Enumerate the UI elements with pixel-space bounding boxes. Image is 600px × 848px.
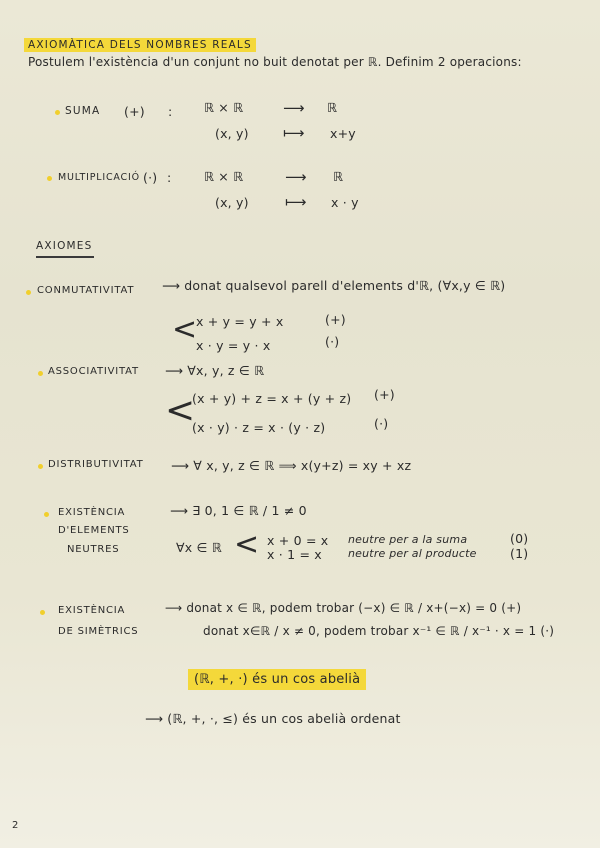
bullet-icon bbox=[38, 371, 43, 376]
operation-colon: : bbox=[168, 104, 173, 119]
conclusion-highlight: (ℝ, +, ·) és un cos abelià bbox=[188, 669, 366, 690]
maps-to-icon: ⟼ bbox=[285, 193, 307, 211]
neutral-desc-sum: neutre per a la suma bbox=[348, 533, 468, 546]
operation-name-multiplicacio: MULTIPLICACIÓ bbox=[58, 172, 140, 183]
symmetric-multiplicative: donat x∈ℝ / x ≠ 0, podem trobar x⁻¹ ∈ ℝ / x⁻¹ · x = 1 (·) bbox=[203, 624, 555, 638]
axiom-statement-distributivity: ⟶ ∀ x, y, z ∈ ℝ ⟹ x(y+z) = xy + xz bbox=[171, 458, 412, 473]
axiom-name-commutativity: CONMUTATIVITAT bbox=[37, 285, 135, 296]
operation-symbol-suma: (+) bbox=[124, 104, 145, 119]
axioms-heading: AXIOMES bbox=[36, 240, 93, 252]
axiom-name-associativity: ASSOCIATIVITAT bbox=[48, 366, 139, 377]
neutral-desc-product: neutre per al producte bbox=[348, 547, 477, 560]
bullet-icon bbox=[44, 512, 49, 517]
brace-icon: < bbox=[165, 390, 196, 431]
brace-icon: < bbox=[234, 527, 260, 562]
axiom-name-symmetric-line2: DE SIMÈTRICS bbox=[58, 626, 139, 637]
heading-underline bbox=[36, 256, 94, 258]
elem-result-multiplicacio: x · y bbox=[331, 195, 359, 210]
brace-icon: < bbox=[172, 312, 198, 347]
axiom-name-neutral-line1: EXISTÈNCIA bbox=[58, 507, 126, 518]
axiom-name-neutral-line3: NEUTRES bbox=[67, 544, 120, 555]
operation-tag: (+) bbox=[325, 312, 346, 327]
equation-associativity-product: (x · y) · z = x · (y · z) bbox=[192, 420, 326, 435]
equation-neutral-product: x · 1 = x bbox=[267, 547, 322, 562]
axiom-name-distributivity: DISTRIBUTIVITAT bbox=[48, 459, 144, 470]
bullet-icon bbox=[47, 176, 52, 181]
equation-commutativity-product: x · y = y · x bbox=[196, 338, 271, 353]
footer-note: ⟶ (ℝ, +, ·, ≤) és un cos abelià ordenat bbox=[145, 711, 401, 726]
bullet-icon bbox=[38, 464, 43, 469]
maps-to-icon: ⟼ bbox=[283, 124, 305, 142]
elem-domain-suma: (x, y) bbox=[215, 126, 249, 141]
equation-associativity-sum: (x + y) + z = x + (y + z) bbox=[192, 391, 352, 406]
bullet-icon bbox=[26, 290, 31, 295]
symmetric-additive: ⟶ donat x ∈ ℝ, podem trobar (−x) ∈ ℝ / x+(−x) = 0 (+) bbox=[165, 601, 522, 615]
axiom-statement-associativity: ⟶ ∀x, y, z ∈ ℝ bbox=[165, 363, 265, 378]
intro-text: Postulem l'existència d'un conjunt no buit denotat per ℝ. Definim 2 operacions: bbox=[28, 55, 522, 69]
map-domain-multiplicacio: ℝ × ℝ bbox=[204, 169, 244, 184]
axiom-statement-neutral: ⟶ ∃ 0, 1 ∈ ℝ / 1 ≠ 0 bbox=[170, 503, 307, 518]
bullet-icon bbox=[55, 110, 60, 115]
operation-tag: (·) bbox=[374, 416, 389, 431]
operation-tag: (+) bbox=[374, 387, 395, 402]
elem-result-suma: x+y bbox=[330, 126, 356, 141]
axiom-name-neutral-line2: D'ELEMENTS bbox=[58, 525, 130, 536]
bullet-icon bbox=[40, 610, 45, 615]
axiom-name-symmetric-line1: EXISTÈNCIA bbox=[58, 605, 126, 616]
operation-name-suma: SUMA bbox=[65, 105, 101, 117]
map-codomain-multiplicacio: ℝ bbox=[333, 169, 344, 184]
neutral-tag-sum: (0) bbox=[510, 531, 529, 546]
equation-neutral-sum: x + 0 = x bbox=[267, 533, 329, 548]
equation-commutativity-sum: x + y = y + x bbox=[196, 314, 284, 329]
elem-domain-multiplicacio: (x, y) bbox=[215, 195, 249, 210]
operation-tag: (·) bbox=[325, 334, 340, 349]
operation-symbol-multiplicacio: (·) bbox=[143, 170, 158, 185]
map-codomain-suma: ℝ bbox=[327, 100, 338, 115]
arrow-icon: ⟶ bbox=[283, 99, 305, 117]
arrow-icon: ⟶ bbox=[285, 168, 307, 186]
operation-colon: : bbox=[167, 170, 172, 185]
page-title: AXIOMÀTICA DELS NOMBRES REALS bbox=[24, 38, 256, 52]
neutral-tag-product: (1) bbox=[510, 546, 529, 561]
axiom-statement-commutativity: ⟶ donat qualsevol parell d'elements d'ℝ, (∀x,y ∈ ℝ) bbox=[162, 278, 506, 293]
page-number: 2 bbox=[12, 820, 19, 831]
neutral-quantifier: ∀x ∈ ℝ bbox=[176, 540, 222, 555]
map-domain-suma: ℝ × ℝ bbox=[204, 100, 244, 115]
